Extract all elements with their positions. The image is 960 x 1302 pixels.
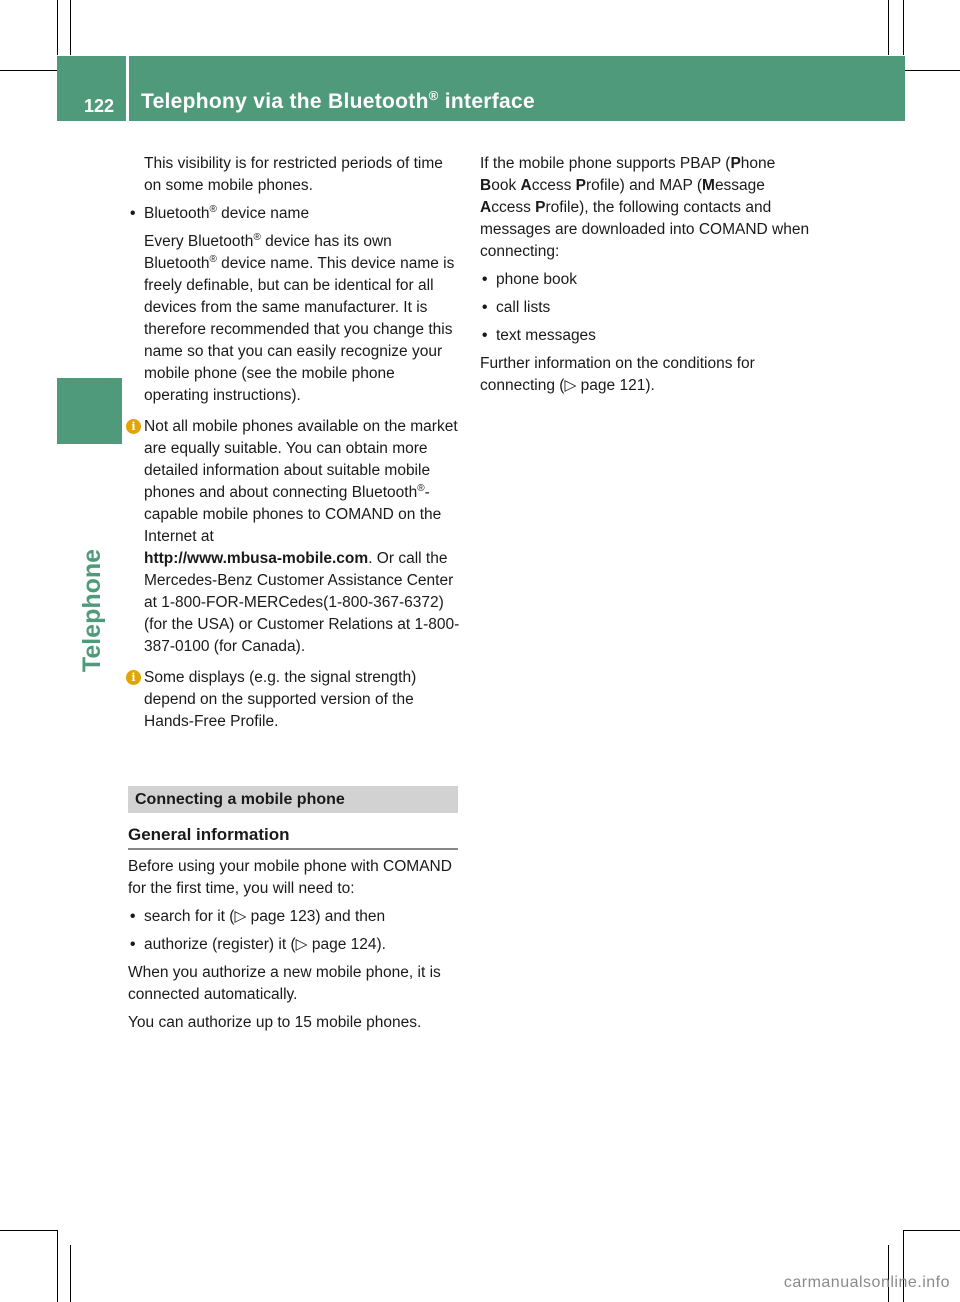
side-tab-marker (57, 378, 122, 444)
crop-mark (903, 1230, 960, 1231)
crop-mark (70, 0, 71, 55)
paragraph: This visibility is for restricted periods of time on some mobile phones. (144, 155, 443, 194)
subsection-rule (128, 848, 458, 850)
info-note: i Not all mobile phones available on the market are equally suitable. You can obtain more detailed information about suitable mobile phones and about connecting Bluetooth®-capable mobile phones to COMAND on the Internet at http://www.mbusa-mobile.com. Or call the Mercedes-Benz Customer Assistance Center at 1-800-FOR-MERCedes(1-800-367-6372) (for the USA) or Customer Relations at 1-800-387-0100 (for Canada). (128, 416, 460, 658)
crop-mark (57, 1230, 58, 1302)
list-item: • phone book (480, 269, 812, 291)
website-link[interactable]: http://www.mbusa-mobile.com (144, 550, 369, 567)
crop-mark (57, 0, 58, 55)
list-item: • search for it (▷ page 123) and then (128, 906, 463, 928)
section-title: Connecting a mobile phone (135, 791, 345, 808)
list-item: • authorize (register) it (▷ page 124). (128, 934, 463, 956)
paragraph: If the mobile phone supports PBAP (Phone Book Access Profile) and MAP (Message Access Profile), the following contacts and messages are downloaded into COMAND when connecting: (480, 155, 810, 260)
list-item: • call lists (480, 297, 812, 319)
paragraph: When you authorize a new mobile phone, it is connected automatically. (128, 964, 441, 1003)
paragraph: Before using your mobile phone with COMAND for the first time, you will need to: (128, 858, 452, 897)
subsection-title: General information (128, 825, 290, 844)
list-item: • text messages (480, 325, 812, 347)
crop-mark (888, 0, 889, 55)
info-icon: i (126, 419, 141, 434)
left-column (128, 153, 460, 733)
info-icon: i (126, 670, 141, 685)
watermark: carmanualsonline.info (783, 1274, 950, 1291)
page-number: 122 (84, 96, 115, 116)
crop-mark (903, 0, 904, 55)
paragraph: You can authorize up to 15 mobile phones. (128, 1014, 422, 1031)
paragraph: Further information on the conditions for connecting (▷ page 121). (480, 355, 755, 394)
info-note: i Some displays (e.g. the signal strength) depend on the supported version of the Hands-Free Profile. (128, 667, 460, 733)
crop-mark (70, 1245, 71, 1302)
list-item: • Bluetooth® device name (128, 203, 460, 225)
header-separator (126, 56, 129, 121)
section-body (128, 856, 463, 1034)
page-title: Telephony via the Bluetooth® interface (141, 88, 535, 113)
crop-mark (0, 1230, 58, 1231)
side-tab-label: Telephone (78, 548, 107, 672)
paragraph: Every Bluetooth® device has its own Bluetooth® device name. This device name is freely definable, but can be identical for all devices from the same manufacturer. It is therefore recommended that you change this name so that you can easily recognize your mobile phone (see the mobile phone operating instructions). (144, 231, 455, 404)
right-column (480, 153, 812, 397)
